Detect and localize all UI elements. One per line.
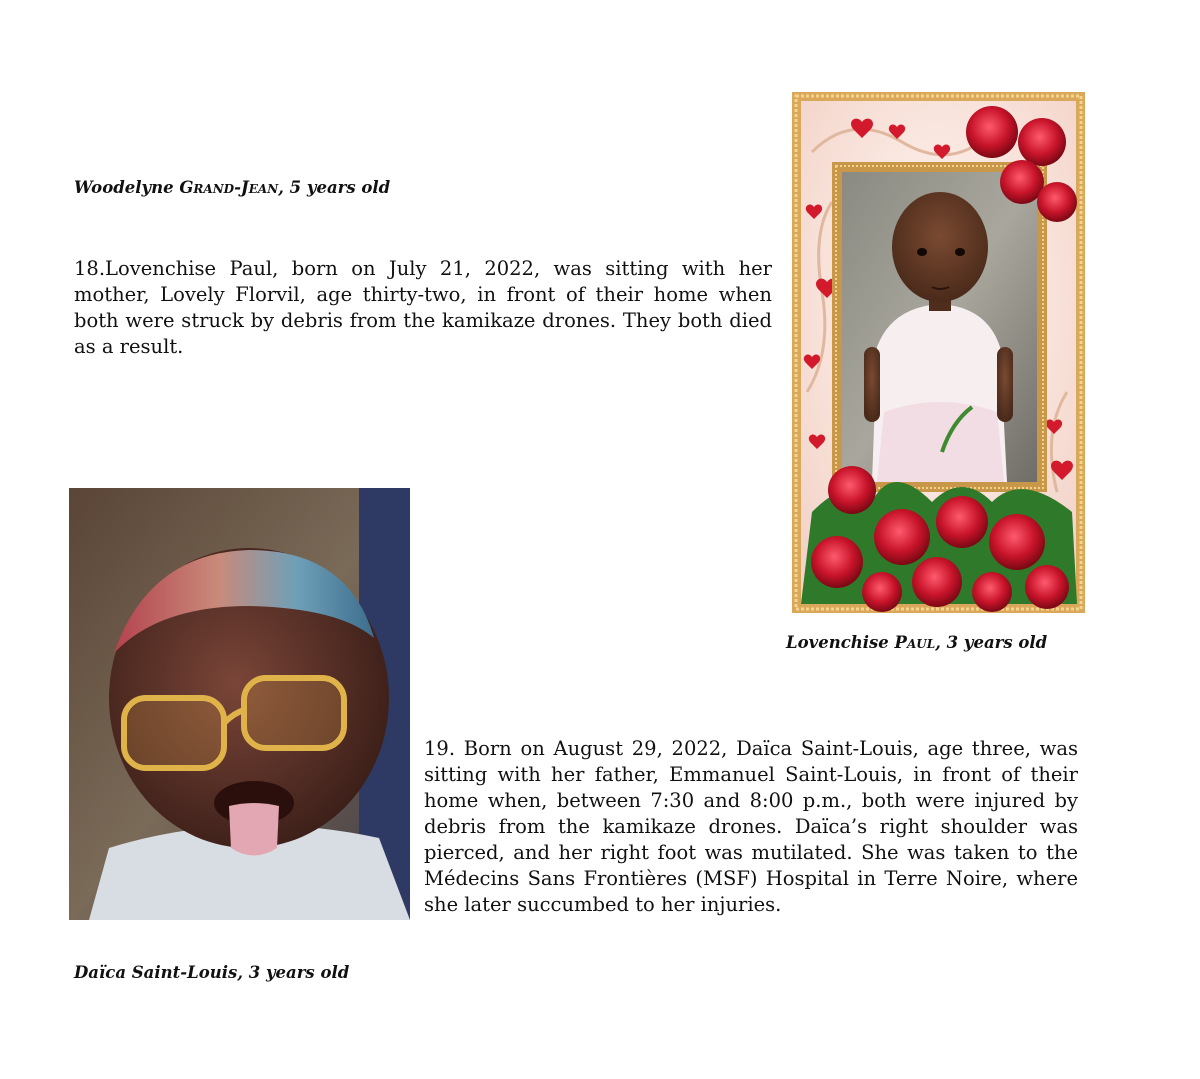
paragraph-18: 18.Lovenchise Paul, born on July 21, 2022, was sitting with her mother, Lovely Florvil, age thirty-two, in front of their home when both were struck by debris from the kamikaze drones. They both died as a result.: [74, 257, 772, 358]
daica-portrait: [69, 488, 410, 920]
caption-lovenchise-rest: , 3 years old: [935, 633, 1048, 652]
lovenchise-portrait: [792, 92, 1085, 613]
caption-lovenchise-surname: Paul: [894, 633, 936, 652]
caption-woodelyne-rest: , 5 years old: [278, 178, 391, 197]
lovenchise-portrait-image: [792, 92, 1085, 613]
caption-daica: Daïca Saint-Louis, 3 years old: [74, 963, 350, 982]
caption-woodelyne-first: Woodelyne: [74, 178, 180, 197]
caption-woodelyne-surname: Grand-Jean: [179, 178, 279, 197]
caption-woodelyne: [74, 178, 390, 197]
caption-lovenchise: [786, 633, 1047, 652]
daica-portrait-image: [69, 488, 410, 920]
paragraph-19: 19. Born on August 29, 2022, Daïca Saint-Louis, age three, was sitting with her father, Emmanuel Saint-Louis, in front of their home when, between 7:30 and 8:00 p.m., both were injured by debris from the kamikaze drones. Daïca’s right shoulder was pierced, and her right foot was mutilated. She was taken to the Médecins Sans Frontières (MSF) Hospital in Terre Noire, where she later succumbed to her injuries.: [424, 737, 1078, 916]
caption-lovenchise-first: Lovenchise: [786, 633, 895, 652]
